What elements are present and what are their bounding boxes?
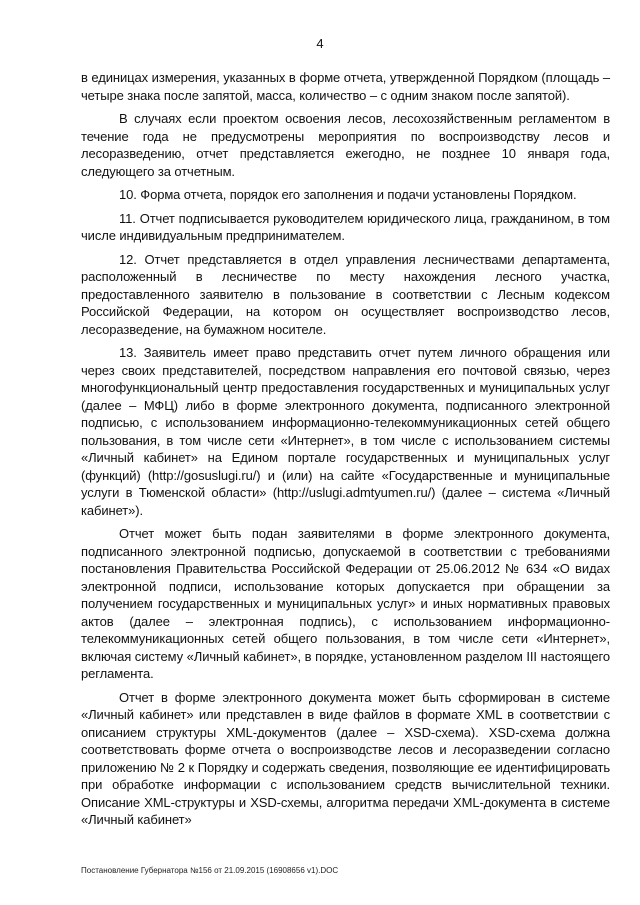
paragraph-continuation: в единицах измерения, указанных в форме отчета, утвержденной Порядком (площадь – четыре знака после запятой, масса, количество – с одним знаком после запятой). <box>81 70 610 103</box>
paragraph-12: 12. Отчет представляется в отдел управления лесничествами департамента, расположенный в лесничестве по месту нахождения лесного участка, предоставленного заявителю в пользование в соответствии с Лесным кодексом Российской Федерации, на котором он осуществляет воспроизводство лесов, лесоразведение, на бумажном носителе. <box>81 251 610 337</box>
paragraph-annual-report: В случаях если проектом освоения лесов, лесохозяйственным регламентом в течение года не предусмотрены мероприятия по воспроизводству лесов и лесоразведению, отчет представляется ежегодно, не позднее 10 января года, следующего за отчетным. <box>81 111 610 179</box>
paragraph-13: 13. Заявитель имеет право представить отчет путем личного обращения или через своих представителей, посредством направления его почтовой связью, через многофункциональный центр предоставления государственных и муниципальных услуг (далее – МФЦ) либо в форме электронного документа, подписанного электронной подписью, с использованием информационно-телекоммуникационных сетей общего пользования, в том числе сети «Интернет», в том числе с использованием системы «Личный кабинет» на Едином портале государственных и муниципальных услуг (функций) (http://gosuslugi.ru/) и (или) на сайте «Государственные и муниципальные услуги в Тюменской области» (http://uslugi.admtyumen.ru/) (далее – система «Личный кабинет»). <box>81 345 610 518</box>
paragraph-10: 10. Форма отчета, порядок его заполнения и подачи установлены Порядком. <box>119 187 577 202</box>
page-number: 4 <box>316 36 324 51</box>
paragraph-xml-format: Отчет в форме электронного документа может быть сформирован в системе «Личный кабинет» или представлен в виде файлов в формате XML в соответствии с описанием структуры XML-документов (далее – XSD-схема). XSD-схема должна соответствовать форме отчета о воспроизводстве лесов и лесоразведении согласно приложению № 2 к Порядку и содержать сведения, позволяющие ее идентифицировать при обработке информации с использованием средств вычислительной техники. Описание XML-структуры и XSD-схемы, алгоритма передачи XML-документа в системе «Личный кабинет» <box>81 689 610 827</box>
document-body <box>81 69 610 835</box>
document-footer: Постановление Губернатора №156 от 21.09.2015 (16908656 v1).DOC <box>81 866 339 875</box>
paragraph-11: 11. Отчет подписывается руководителем юридического лица, гражданином, в том числе индивидуальным предпринимателем. <box>81 210 610 243</box>
paragraph-electronic-submission: Отчет может быть подан заявителями в форме электронного документа, подписанного электронной подписью, допускаемой в соответствии с требованиями постановления Правительства Российской Федерации от 25.06.2012 № 634 «О видах электронной подписи, использование которых допускается при обращении за получением государственных и муниципальных услуг» и иных нормативных правовых актов (далее – электронная подпись), с использованием информационно-телекоммуникационных сетей общего пользования, в том числе сети «Интернет», включая систему «Личный кабинет», в порядке, установленном разделом III настоящего регламента. <box>81 526 610 681</box>
